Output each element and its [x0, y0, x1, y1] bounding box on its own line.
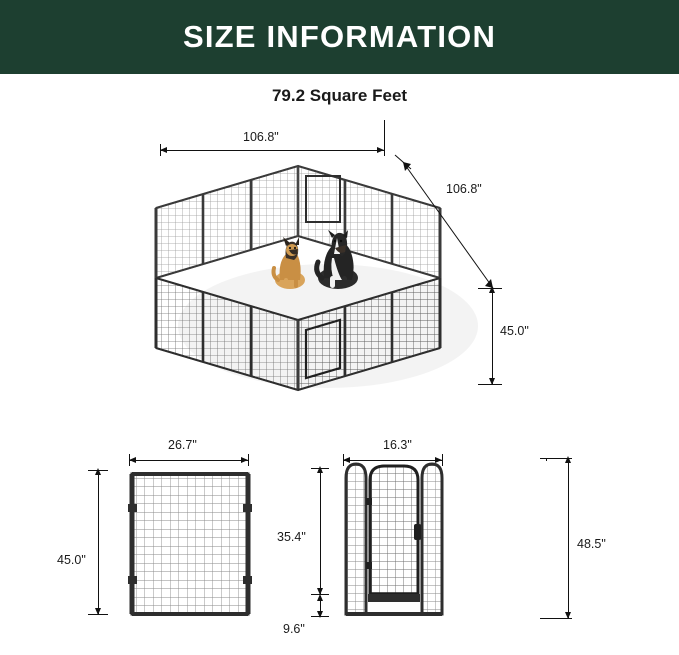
dim-panel-width: 26.7" [168, 438, 197, 452]
dim-panel-height-tick-top [88, 470, 108, 471]
dim-door-base: 9.6" [283, 622, 305, 636]
dim-panel-width-tick-left [129, 454, 130, 466]
dim-panel-height: 45.0" [57, 553, 86, 567]
dim-top-width-tick-left [160, 144, 161, 156]
dim-panel-width-tick-right [248, 454, 249, 466]
dim-total-height-ref [546, 458, 547, 461]
page-title: SIZE INFORMATION [182, 19, 497, 54]
dim-top-width-arrow-right [377, 147, 384, 153]
dim-door-height: 35.4" [277, 530, 306, 544]
dim-total-height-tick-bottom [540, 618, 572, 619]
dim-main-height-tick-top [478, 288, 502, 289]
dim-top-width-line [160, 150, 384, 151]
dim-side-depth-line [385, 125, 505, 295]
dim-top-width: 106.8" [243, 130, 279, 144]
dim-door-width-arrow-right [435, 457, 442, 463]
dim-panel-width-arrow-right [241, 457, 248, 463]
standard-panel-illustration [128, 470, 252, 618]
dim-door-width-tick-left [343, 454, 344, 466]
dim-door-height-tick-top [311, 468, 329, 469]
dim-door-width-line [343, 460, 442, 461]
door-panel-illustration [340, 458, 448, 620]
dim-main-height-tick-bottom [478, 384, 502, 385]
dim-panel-height-tick-bottom [88, 614, 108, 615]
dim-door-width: 16.3" [383, 438, 412, 452]
dim-side-depth: 106.8" [446, 182, 482, 196]
dim-top-width-arrow-left [160, 147, 167, 153]
dim-total-height-line [568, 458, 569, 618]
dim-door-base-arrow-up [317, 594, 323, 601]
header-banner [0, 0, 679, 74]
dim-total-height-tick-top [540, 458, 572, 459]
dim-door-width-arrow-left [343, 457, 350, 463]
dim-panel-width-line [129, 460, 248, 461]
dim-panel-width-arrow-left [129, 457, 136, 463]
dim-door-base-tick-bottom [311, 616, 329, 617]
area-subtitle: 79.2 Square Feet [271, 86, 408, 105]
dim-door-width-tick-right [442, 454, 443, 466]
dim-panel-height-line [98, 470, 99, 614]
dim-total-height: 48.5" [577, 537, 606, 551]
dim-main-height-line [492, 288, 493, 384]
dim-door-height-line [320, 468, 321, 594]
dim-main-height: 45.0" [500, 324, 529, 338]
